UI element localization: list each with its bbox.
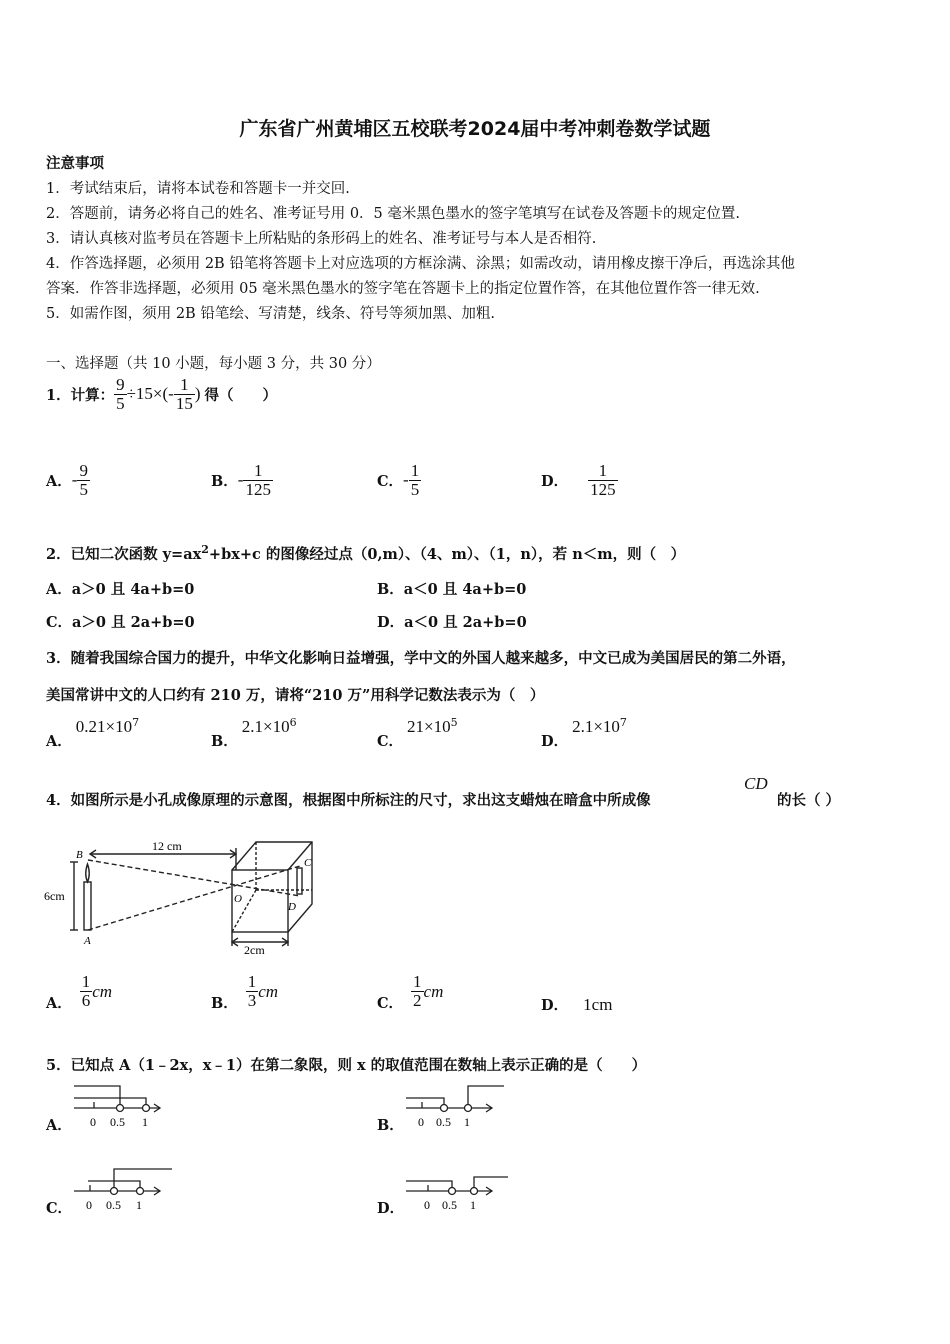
svg-text:1: 1 [142,1115,148,1129]
question-2: 2．已知二次函数 $y=ax^2+bx+c$ 的图像经过点（0,m）、（4、m）、（1，n），若 n＜m，则（ ） [46,543,686,563]
label-point-a: A [84,935,91,947]
q5-option-b-label[interactable]: B． [377,1117,404,1134]
question-5: 5．已知点 A（1﹣2x，x﹣1）在第二象限，则 x 的取值范围在数轴上表示正确的是（ ） [46,1057,647,1074]
q3-option-a[interactable]: A．$0.21\times 10^7$ [46,716,140,751]
notice-item: 2．答题前，请务必将自己的姓名、准考证号用 0．5 毫米黑色墨水的签字笔填写在试卷及答题卡的规定位置. [46,206,740,222]
svg-text:0: 0 [424,1198,430,1212]
svg-text:0.5: 0.5 [436,1115,451,1129]
svg-text:1: 1 [470,1198,476,1212]
q5-option-d-label[interactable]: D． [377,1200,405,1217]
q1-option-a[interactable]: A． - $\frac{9}{5}$ [46,461,88,499]
q5-option-d-number-line[interactable] [400,1163,515,1215]
candle-flame [86,864,90,882]
question-3-line-2: 美国常讲中文的人口约有 210 万，请将“210 万”用科学记数法表示为（ ） [46,687,545,704]
q5-option-c-number-line[interactable] [68,1163,178,1215]
svg-text:0.5: 0.5 [106,1198,121,1212]
pinhole-camera-figure [40,830,330,955]
svg-text:0.5: 0.5 [110,1115,125,1129]
svg-text:0: 0 [86,1198,92,1212]
q1-expression-close: ) [194,384,201,404]
q1-option-b[interactable]: B． - $\frac{1}{125}$ [211,461,271,499]
q4-option-d[interactable]: D． 1cm [541,995,613,1014]
label-point-o: O [234,893,242,905]
q4-cd: CD [744,774,768,793]
q1-option-d[interactable]: D． $\frac{1}{125}$ [541,461,616,499]
q5-option-b-number-line[interactable] [400,1080,510,1132]
candle-body [84,882,91,930]
notice-item: 5．如需作图，须用 2B 铅笔绘、写清楚，线条、符号等须加黑、加粗. [46,306,495,322]
label-12cm: 12 cm [152,839,182,853]
q1-option-c[interactable]: C． - $\frac{1}{5}$ [377,461,420,499]
label-2cm: 2cm [244,943,265,955]
q4-option-b[interactable]: B． $\frac{1}{3}$ cm [211,972,279,1012]
q1-expression-mid: ÷15×(- [126,384,174,404]
q1-fraction-2: $\frac{1}{15}$ [175,375,193,413]
svg-text:0: 0 [418,1115,424,1129]
q1-suffix: 得（ ） [204,386,278,404]
q1-prefix: 1．计算： [46,386,115,404]
q5-option-a-label[interactable]: A． [46,1117,72,1134]
q5-option-a-number-line[interactable] [68,1080,178,1132]
question-4: 4．如图所示是小孔成像原理的示意图，根据图中所标注的尺寸，求出这支蜡烛在暗盒中所成像 [46,792,651,809]
notice-item: 4．作答选择题，必须用 2B 铅笔将答题卡上对应选项的方框涂满、涂黑；如需改动，请用橡皮擦干净后，再选涂其他 [46,256,795,272]
q2-option-d[interactable]: D．a＜0 且 2a+b=0 [377,614,527,631]
label-point-d: D [288,901,296,913]
q2-option-a[interactable]: A．a＞0 且 4a+b=0 [46,581,195,598]
notice-heading: 注意事项 [46,155,104,172]
q2-option-b[interactable]: B．a＜0 且 4a+b=0 [377,581,527,598]
question-1 [46,376,277,413]
q4-suffix: 的长（ ） [777,792,841,809]
label-6cm: 6cm [44,889,65,903]
notice-item: 答案．作答非选择题，必须用 05 毫米黑色墨水的签字笔在答题卡上的指定位置作答，在其他位置作答一律无效. [46,281,760,297]
q3-option-b[interactable]: B．$2.1\times 10^6$ [211,716,297,751]
section-heading: 一、选择题（共 10 小题，每小题 3 分，共 30 分） [46,356,381,372]
svg-text:0.5: 0.5 [442,1198,457,1212]
svg-text:0: 0 [90,1115,96,1129]
page-title: 广东省广州黄埔区五校联考2024届中考冲刺卷数学试题 [239,118,711,140]
notice-item: 1．考试结束后，请将本试卷和答题卡一并交回. [46,181,350,197]
q5-option-c-label[interactable]: C． [46,1200,73,1217]
svg-text:1: 1 [136,1198,142,1212]
ray-a-to-c [88,866,300,930]
svg-text:1: 1 [464,1115,470,1129]
q3-option-c[interactable]: C．$21\times 10^5$ [377,716,458,751]
q3-option-d[interactable]: D．$2.1\times 10^7$ [541,716,627,751]
label-point-c: C [304,857,312,869]
q2-option-c[interactable]: C．a＞0 且 2a+b=0 [46,614,195,631]
q4-option-c[interactable]: C． $\frac{1}{2}$ cm [377,972,444,1012]
notice-item: 3．请认真核对监考员在答题卡上所粘贴的条形码上的姓名、准考证号与本人是否相符. [46,231,597,247]
q4-option-a[interactable]: A． $\frac{1}{6}$ cm [46,972,113,1012]
question-3-line-1: 3．随着我国综合国力的提升，中华文化影响日益增强，学中文的外国人越来越多，中文已成为美国居民的第二外语， [46,650,796,667]
q1-fraction-1: $\frac{9}{5}$ [116,375,125,413]
label-point-b: B [76,849,83,861]
